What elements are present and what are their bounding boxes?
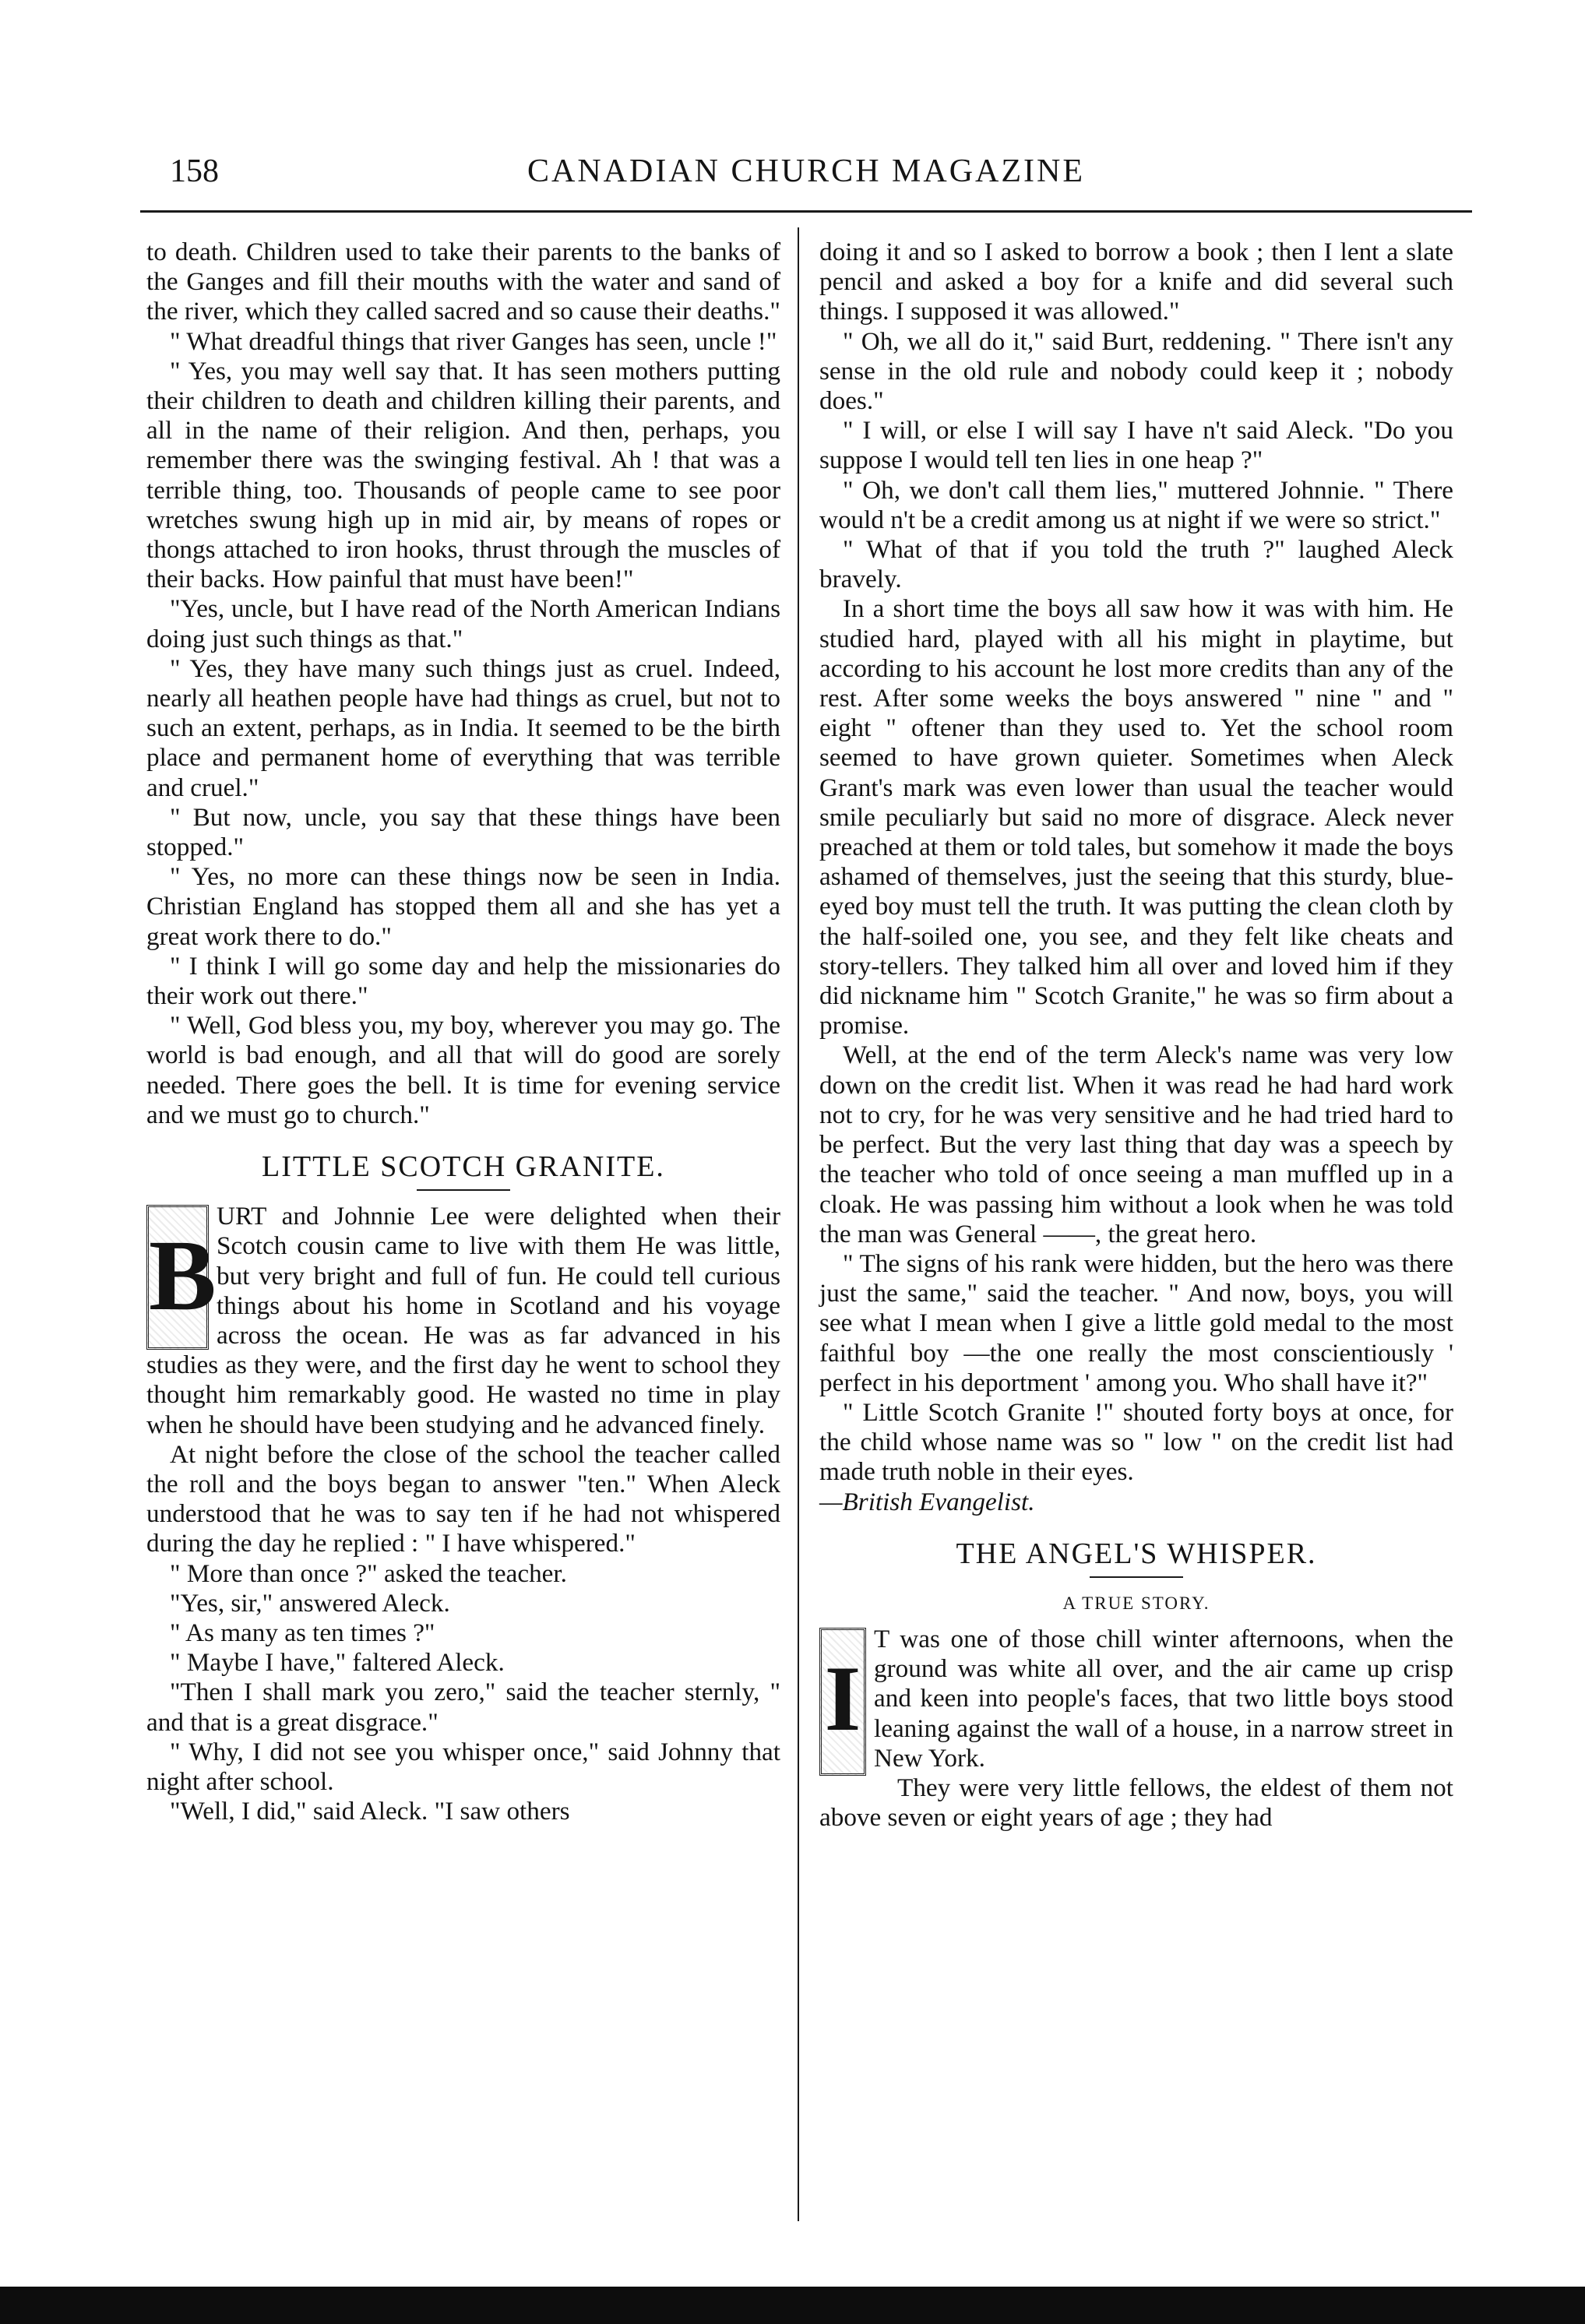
header-rule [140, 210, 1472, 213]
attribution: —British Evangelist. [819, 1487, 1035, 1516]
page-header [140, 150, 1472, 204]
paragraph: Well, at the end of the term Aleck's name was very low down on the credit list. When it was read he had hard work not to cry, for he was very sensitive and he had tried hard to be perfect. But the very last thing that day was a speech by the teacher who told of once seeing a man muffled up in a cloak. He was passing him without a look when he was told the man was General ——, the great hero. [819, 1041, 1453, 1248]
paragraph: They were very little fellows, the eldest of them not above seven or eight years of age ; they had [819, 1773, 1453, 1833]
story-opening-text: URT and Johnnie Lee were delighted when their Scotch cousin came to live with them He was little, but very bright and full of fun. He could tell curious things about his home in Scotland and his voyage across the ocean. He was as far advanced in his studies as they were, and the first day he went to school they thought him remarkably good. He wasted no time in play when he should have been studying and he advanced finely. [146, 1202, 780, 1439]
story-title: THE ANGEL'S WHISPER. [956, 1537, 1317, 1570]
drop-cap-b: B [146, 1205, 209, 1350]
paragraph: " Yes, they have many such things just as cruel. Indeed, nearly all heathen people have had things as cruel, but not to such an extent, perhaps, as in India. It seemed to be the birth place and permanent home of everything that was terrible and cruel." [146, 653, 780, 802]
paragraph: " I think I will go some day and help the missionaries do their work out there." [146, 951, 780, 1011]
story-title: LITTLE SCOTCH GRANITE. [262, 1150, 665, 1184]
paragraph: doing it and so I asked to borrow a book ; then I lent a slate pencil and asked a boy for a knife and did several such things. I supposed it was allowed." [819, 238, 1453, 326]
paragraph: "Yes, uncle, but I have read of the North American Indians doing just such things as that." [146, 594, 780, 653]
paragraph: " Yes, you may well say that. It has seen mothers putting their children to death and children killing their parents, and all in the name of their religion. And then, perhaps, you remember there was the swinging festival. Ah ! that was a terrible thing, too. Thousands of people came to see poor wretches swung high up in mid air, by means of ropes or thongs attached to iron hooks, thrust through the muscles of their backs. How painful that must have been!" [146, 356, 780, 594]
paragraph: " Oh, we don't call them lies," muttered Johnnie. " There would n't be a credit among us at night if we were so strict." [819, 475, 1453, 534]
paragraph: " Oh, we all do it," said Burt, reddening. " There isn't any sense in the old rule and nobody could keep it ; nobody does." [819, 326, 1453, 416]
paragraph: " Maybe I have," faltered Aleck. [170, 1648, 505, 1678]
paragraph: " As many as ten times ?" [170, 1618, 435, 1647]
paragraph: " Yes, no more can these things now be seen in India. Christian England has stopped them all and she has yet a great work there to do." [146, 862, 780, 951]
paragraph: "Then I shall mark you zero," said the teacher sternly, " and that is a great disgrace." [146, 1678, 780, 1737]
paragraph: " What dreadful things that river Ganges has seen, uncle !" [170, 326, 777, 356]
paragraph: In a short time the boys all saw how it was with him. He studied hard, played with all his might in playtime, but according to his account he lost more credits than any of the rest. After some weeks the boys answered " nine " and " eight " oftener than they used to. Yet the school room seemed to have grown quieter. Sometimes when Aleck Grant's mark was even lower than usual the teacher would smile peculiarly but said no more of disgrace. Aleck never preached at them or told tales, but somehow it made the boys ashamed of themselves, just the seeing that this sturdy, blue-eyed boy must tell the truth. It was putting the clean cloth by the half-soiled one, you see, and they felt like cheats and story-tellers. They talked him all over and loved him if they did nickname him " Scotch Granite," he was so firm about a promise. [819, 594, 1453, 1041]
paragraph: "Well, I did," said Aleck. "I saw others [170, 1797, 570, 1826]
story-opening [146, 1202, 780, 1440]
story-subtitle: A TRUE STORY. [1062, 1593, 1210, 1613]
column-divider [798, 227, 799, 2221]
right-column [819, 238, 1453, 1833]
left-column [146, 238, 780, 1826]
drop-cap-i: I [819, 1628, 866, 1776]
paragraph: " I will, or else I will say I have n't said Aleck. "Do you suppose I would tell ten lies in one heap ?" [819, 416, 1453, 475]
paragraph: " Little Scotch Granite !" shouted forty boys at once, for the child whose name was so " low " on the credit list had made truth noble in their eyes. [819, 1397, 1453, 1487]
paragraph: "Yes, sir," answered Aleck. [170, 1588, 450, 1618]
running-title: CANADIAN CHURCH MAGAZINE [527, 153, 1085, 189]
paragraph: " The signs of his rank were hidden, but the hero was there just the same," said the teacher. " And now, boys, you will see what I mean when I give a little gold medal to the most faithful boy —the one really the most conscientiously ' perfect in his deportment ' among you. Who shall have it?" [819, 1248, 1453, 1397]
scan-edge-bar [0, 2287, 1585, 2324]
paragraph: to death. Children used to take their parents to the banks of the Ganges and fill their mouths with the water and sand of the river, which they called sacred and so cause their deaths." [146, 238, 780, 326]
paragraph: " But now, uncle, you say that these things have been stopped." [146, 802, 780, 862]
paragraph: " Why, I did not see you whisper once," said Johnny that night after school. [146, 1737, 780, 1796]
paragraph: " What of that if you told the truth ?" laughed Aleck bravely. [819, 535, 1453, 594]
title-rule [417, 1189, 510, 1191]
paragraph: " More than once ?" asked the teacher. [170, 1558, 567, 1588]
paragraph: At night before the close of the school the teacher called the roll and the boys began to answer "ten." When Aleck understood that he was to say ten if he had not whispered during the day he replied : " I have whispered." [146, 1439, 780, 1558]
story-opening [819, 1625, 1453, 1773]
paragraph: " Well, God bless you, my boy, wherever you may go. The world is bad enough, and all that will do good are sorely needed. There goes the bell. It is time for evening service and we must go to church." [146, 1011, 780, 1129]
title-rule [1090, 1576, 1183, 1578]
page-number: 158 [170, 153, 219, 189]
story-opening-text: T was one of those chill winter afternoons, when the ground was white all over, and the air came up crisp and keen into people's faces, that two little boys stood leaning against the wall of a house, in a narrow street in New York. [874, 1624, 1453, 1773]
